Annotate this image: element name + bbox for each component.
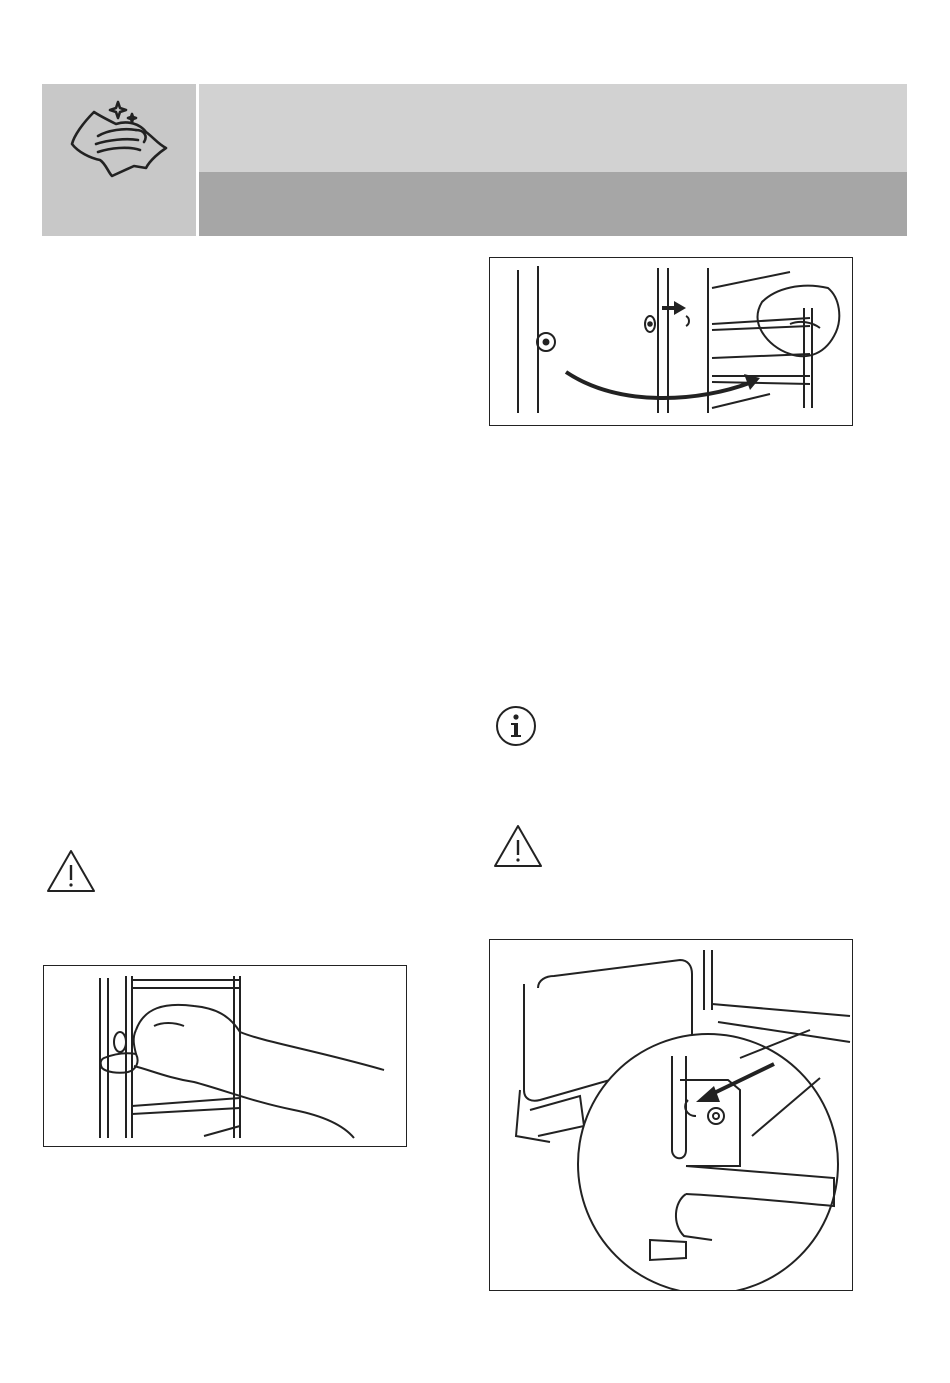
info-notice [494, 704, 538, 748]
warning-notice-left [45, 847, 97, 895]
info-circle-icon [494, 704, 538, 748]
figure-hand-pulling-shelf-support [43, 965, 407, 1147]
figure-door-hinge-lever-detail [489, 939, 853, 1291]
oven-rack-illustration [490, 258, 852, 425]
warning-notice-right [492, 822, 544, 870]
cleaning-hand-cloth-icon [42, 84, 196, 236]
warning-triangle-icon [45, 847, 97, 895]
header-subtitle-band [199, 172, 907, 236]
hand-rack-illustration [44, 966, 406, 1146]
door-hinge-illustration [490, 940, 852, 1290]
figure-shelf-support-removal [489, 257, 853, 426]
section-icon-box [42, 84, 199, 236]
header-title-band [199, 84, 907, 172]
warning-triangle-icon [492, 822, 544, 870]
